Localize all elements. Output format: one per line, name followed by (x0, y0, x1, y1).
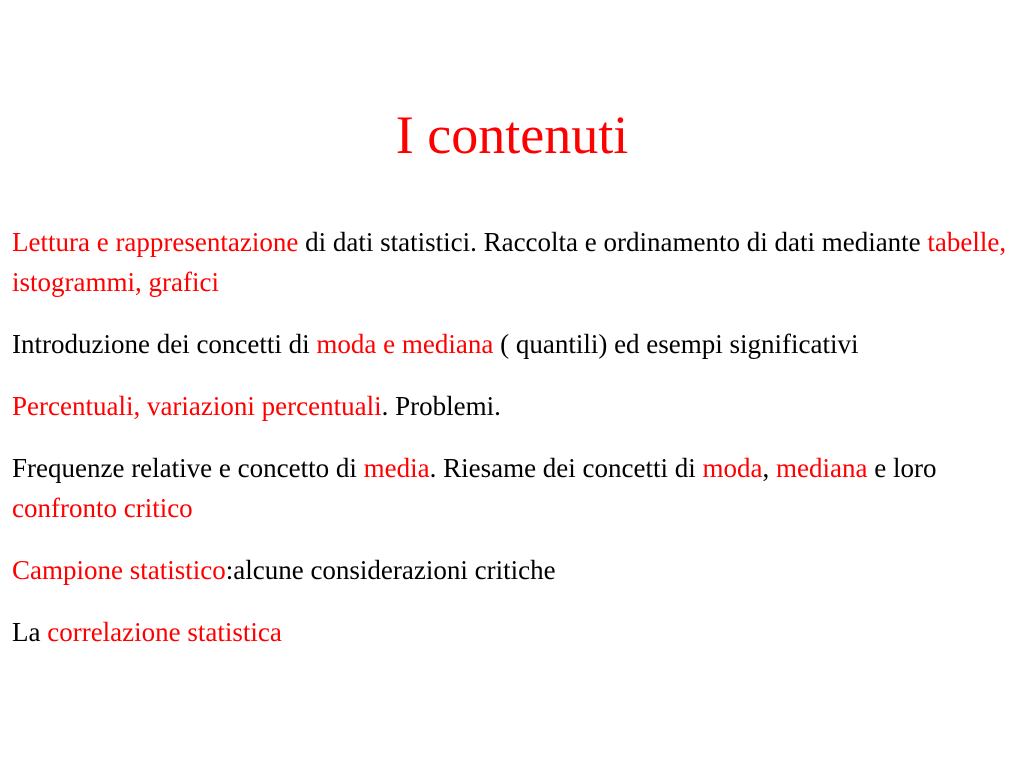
slide-title: I contenuti (395, 105, 629, 165)
text-segment: moda (702, 453, 763, 483)
text-segment: correlazione statistica (47, 617, 282, 647)
text-segment: ( quantili) ed esempi significativi (493, 329, 859, 359)
text-segment: confronto critico (12, 493, 193, 523)
content-item-percentuali (12, 386, 1012, 426)
text-segment: Percentuali, variazioni percentuali (12, 391, 382, 421)
text-segment: , (762, 453, 776, 483)
text-segment: Lettura e rappresentazione (12, 227, 299, 257)
content-item-frequenze (12, 448, 1012, 528)
text-segment: . Riesame dei concetti di (429, 453, 703, 483)
text-segment: :alcune considerazioni critiche (225, 555, 556, 585)
text-segment: Frequenze relative e concetto di (12, 453, 364, 483)
text-segment: Introduzione dei concetti di (12, 329, 317, 359)
content-item-introduzione (12, 324, 1012, 364)
content-item-lettura (12, 222, 1012, 302)
text-segment: di dati statistici. Raccolta e ordinamento di dati mediante (298, 227, 928, 257)
text-segment: Campione statistico (12, 555, 226, 585)
text-segment: media (363, 453, 430, 483)
content-item-campione (12, 550, 1012, 590)
content-list (12, 222, 1012, 674)
content-item-correlazione (12, 612, 1012, 652)
text-segment: moda e mediana (316, 329, 494, 359)
text-segment: . Problemi. (381, 391, 501, 421)
text-segment: La (12, 617, 48, 647)
text-segment: tabelle, istogrammi, grafici (12, 227, 1007, 297)
text-segment: mediana (776, 453, 868, 483)
text-segment: e loro (867, 453, 937, 483)
